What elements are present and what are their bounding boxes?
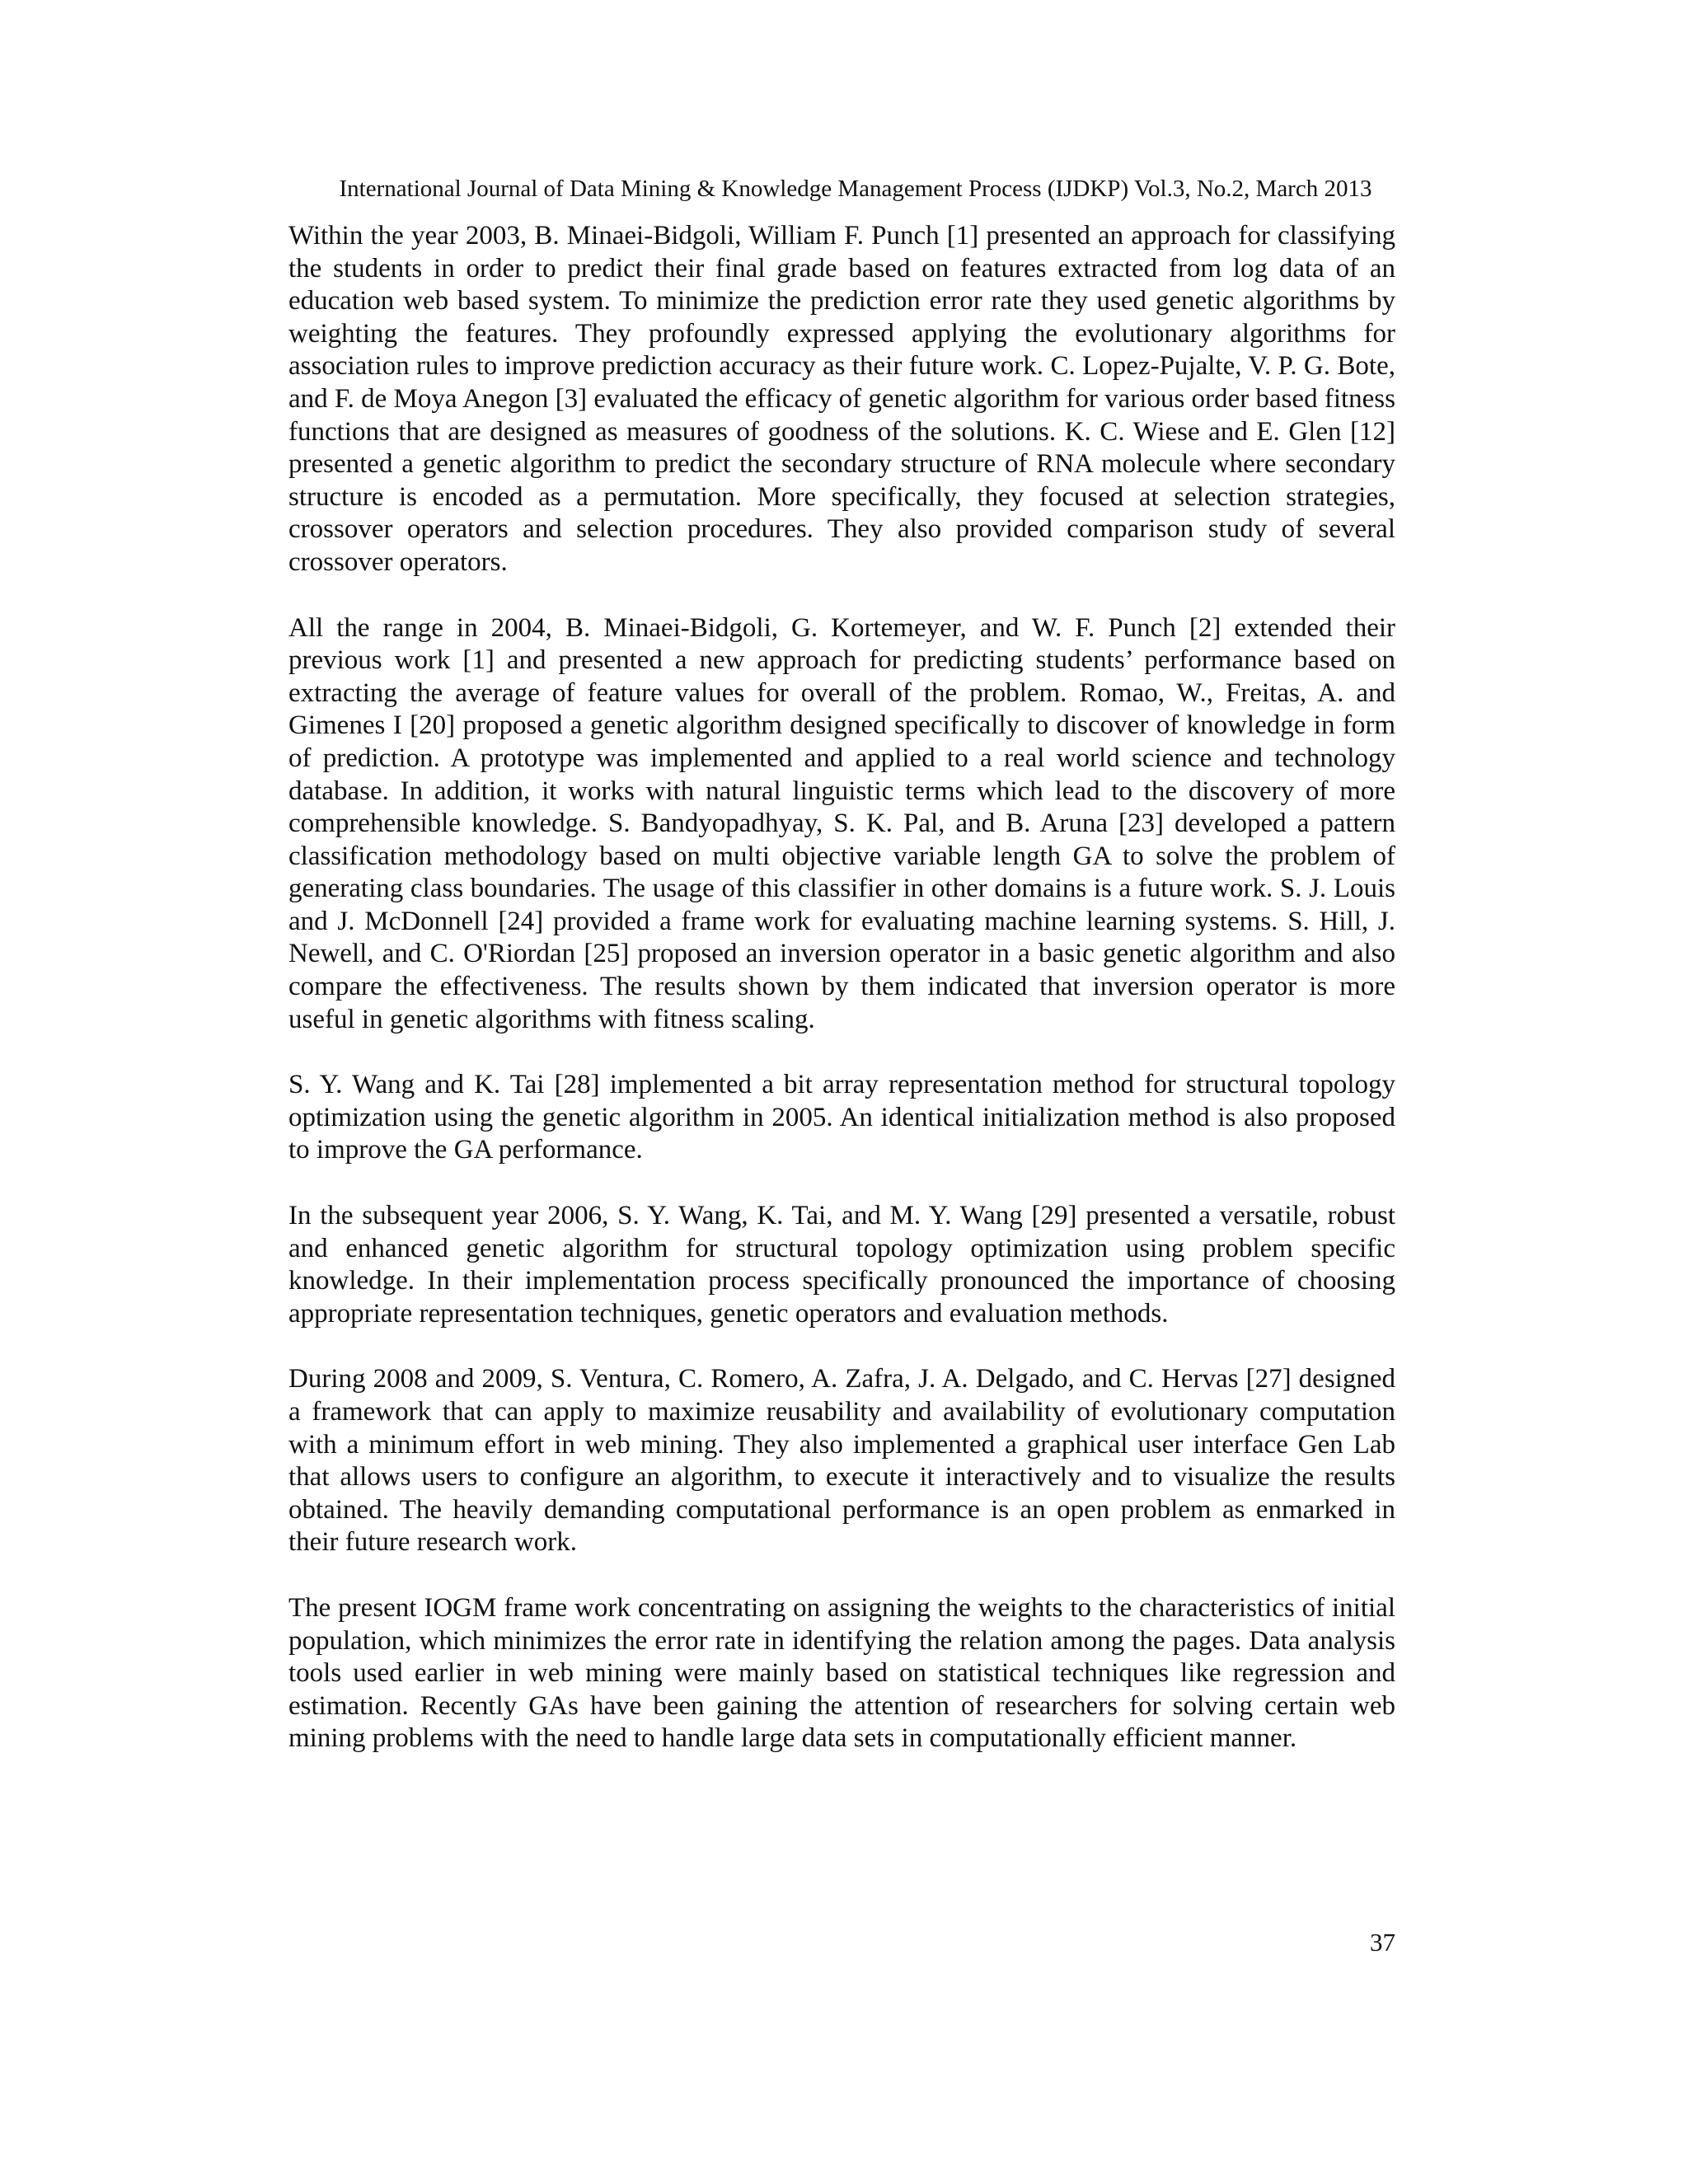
running-header: International Journal of Data Mining & Knowledge Management Process (IJDKP) Vol.3, No.2, March 2013 xyxy=(339,176,1372,202)
paragraph-2004: All the range in 2004, B. Minaei-Bidgoli, G. Kortemeyer, and W. F. Punch [2] extended their previous work [1] and presented a new approach for predicting students’ performance based on extracting the average of feature values for overall of the problem. Romao, W., Freitas, A. and Gimenes I [20] proposed a genetic algorithm designed specifically to discover of knowledge in form of prediction. A prototype was implemented and applied to a real world science and technology database. In addition, it works with natural linguistic terms which lead to the discovery of more comprehensible knowledge. S. Bandyopadhyay, S. K. Pal, and B. Aruna [23] developed a pattern classification methodology based on multi objective variable length GA to solve the problem of generating class boundaries. The usage of this classifier in other domains is a future work. S. J. Louis and J. McDonnell [24] provided a frame work for evaluating machine learning systems. S. Hill, J. Newell, and C. O'Riordan [25] proposed an inversion operator in a basic genetic algorithm and also compare the effectiveness. The results shown by them indicated that inversion operator is more useful in genetic algorithms with fitness scaling. xyxy=(288,612,1395,1034)
paragraph-iogm: The present IOGM frame work concentrating on assigning the weights to the characteristics of initial population, which minimizes the error rate in identifying the relation among the pages. Data analysis tools used earlier in web mining were mainly based on statistical techniques like regression and estimation. Recently GAs have been gaining the attention of researchers for solving certain web mining problems with the need to handle large data sets in computationally efficient manner. xyxy=(288,1592,1395,1754)
paragraph-2006: In the subsequent year 2006, S. Y. Wang, K. Tai, and M. Y. Wang [29] presented a versatile, robust and enhanced genetic algorithm for structural topology optimization using problem specific knowledge. In their implementation process specifically pronounced the importance of choosing appropriate representation techniques, genetic operators and evaluation methods. xyxy=(288,1201,1395,1329)
paragraph-2005: S. Y. Wang and K. Tai [28] implemented a bit array representation method for structural topology optimization using the genetic algorithm in 2005. An identical initialization method is also proposed to improve the GA performance. xyxy=(288,1070,1395,1165)
paragraph-2003: Within the year 2003, B. Minaei-Bidgoli, William F. Punch [1] presented an approach for classifying the students in order to predict their final grade based on features extracted from log data of an education web based system. To minimize the prediction error rate they used genetic algorithms by weighting the features. They profoundly expressed applying the evolutionary algorithms for association rules to improve prediction accuracy as their future work. C. Lopez-Pujalte, V. P. G. Bote, and F. de Moya Anegon [3] evaluated the efficacy of genetic algorithm for various order based fitness functions that are designed as measures of goodness of the solutions. K. C. Wiese and E. Glen [12] presented a genetic algorithm to predict the secondary structure of RNA molecule where secondary structure is encoded as a permutation. More specifically, they focused at selection strategies, crossover operators and selection procedures. They also provided comparison study of several crossover operators. xyxy=(288,221,1395,577)
paragraph-2008-2009: During 2008 and 2009, S. Ventura, C. Romero, A. Zafra, J. A. Delgado, and C. Hervas [27] designed a framework that can apply to maximize reusability and availability of evolutionary computation with a minimum effort in web mining. They also implemented a graphical user interface Gen Lab that allows users to configure an algorithm, to execute it interactively and to visualize the results obtained. The heavily demanding computational performance is an open problem as enmarked in their future research work. xyxy=(288,1364,1395,1558)
page-number: 37 xyxy=(1370,1928,1395,1957)
body-text xyxy=(288,220,1395,1788)
